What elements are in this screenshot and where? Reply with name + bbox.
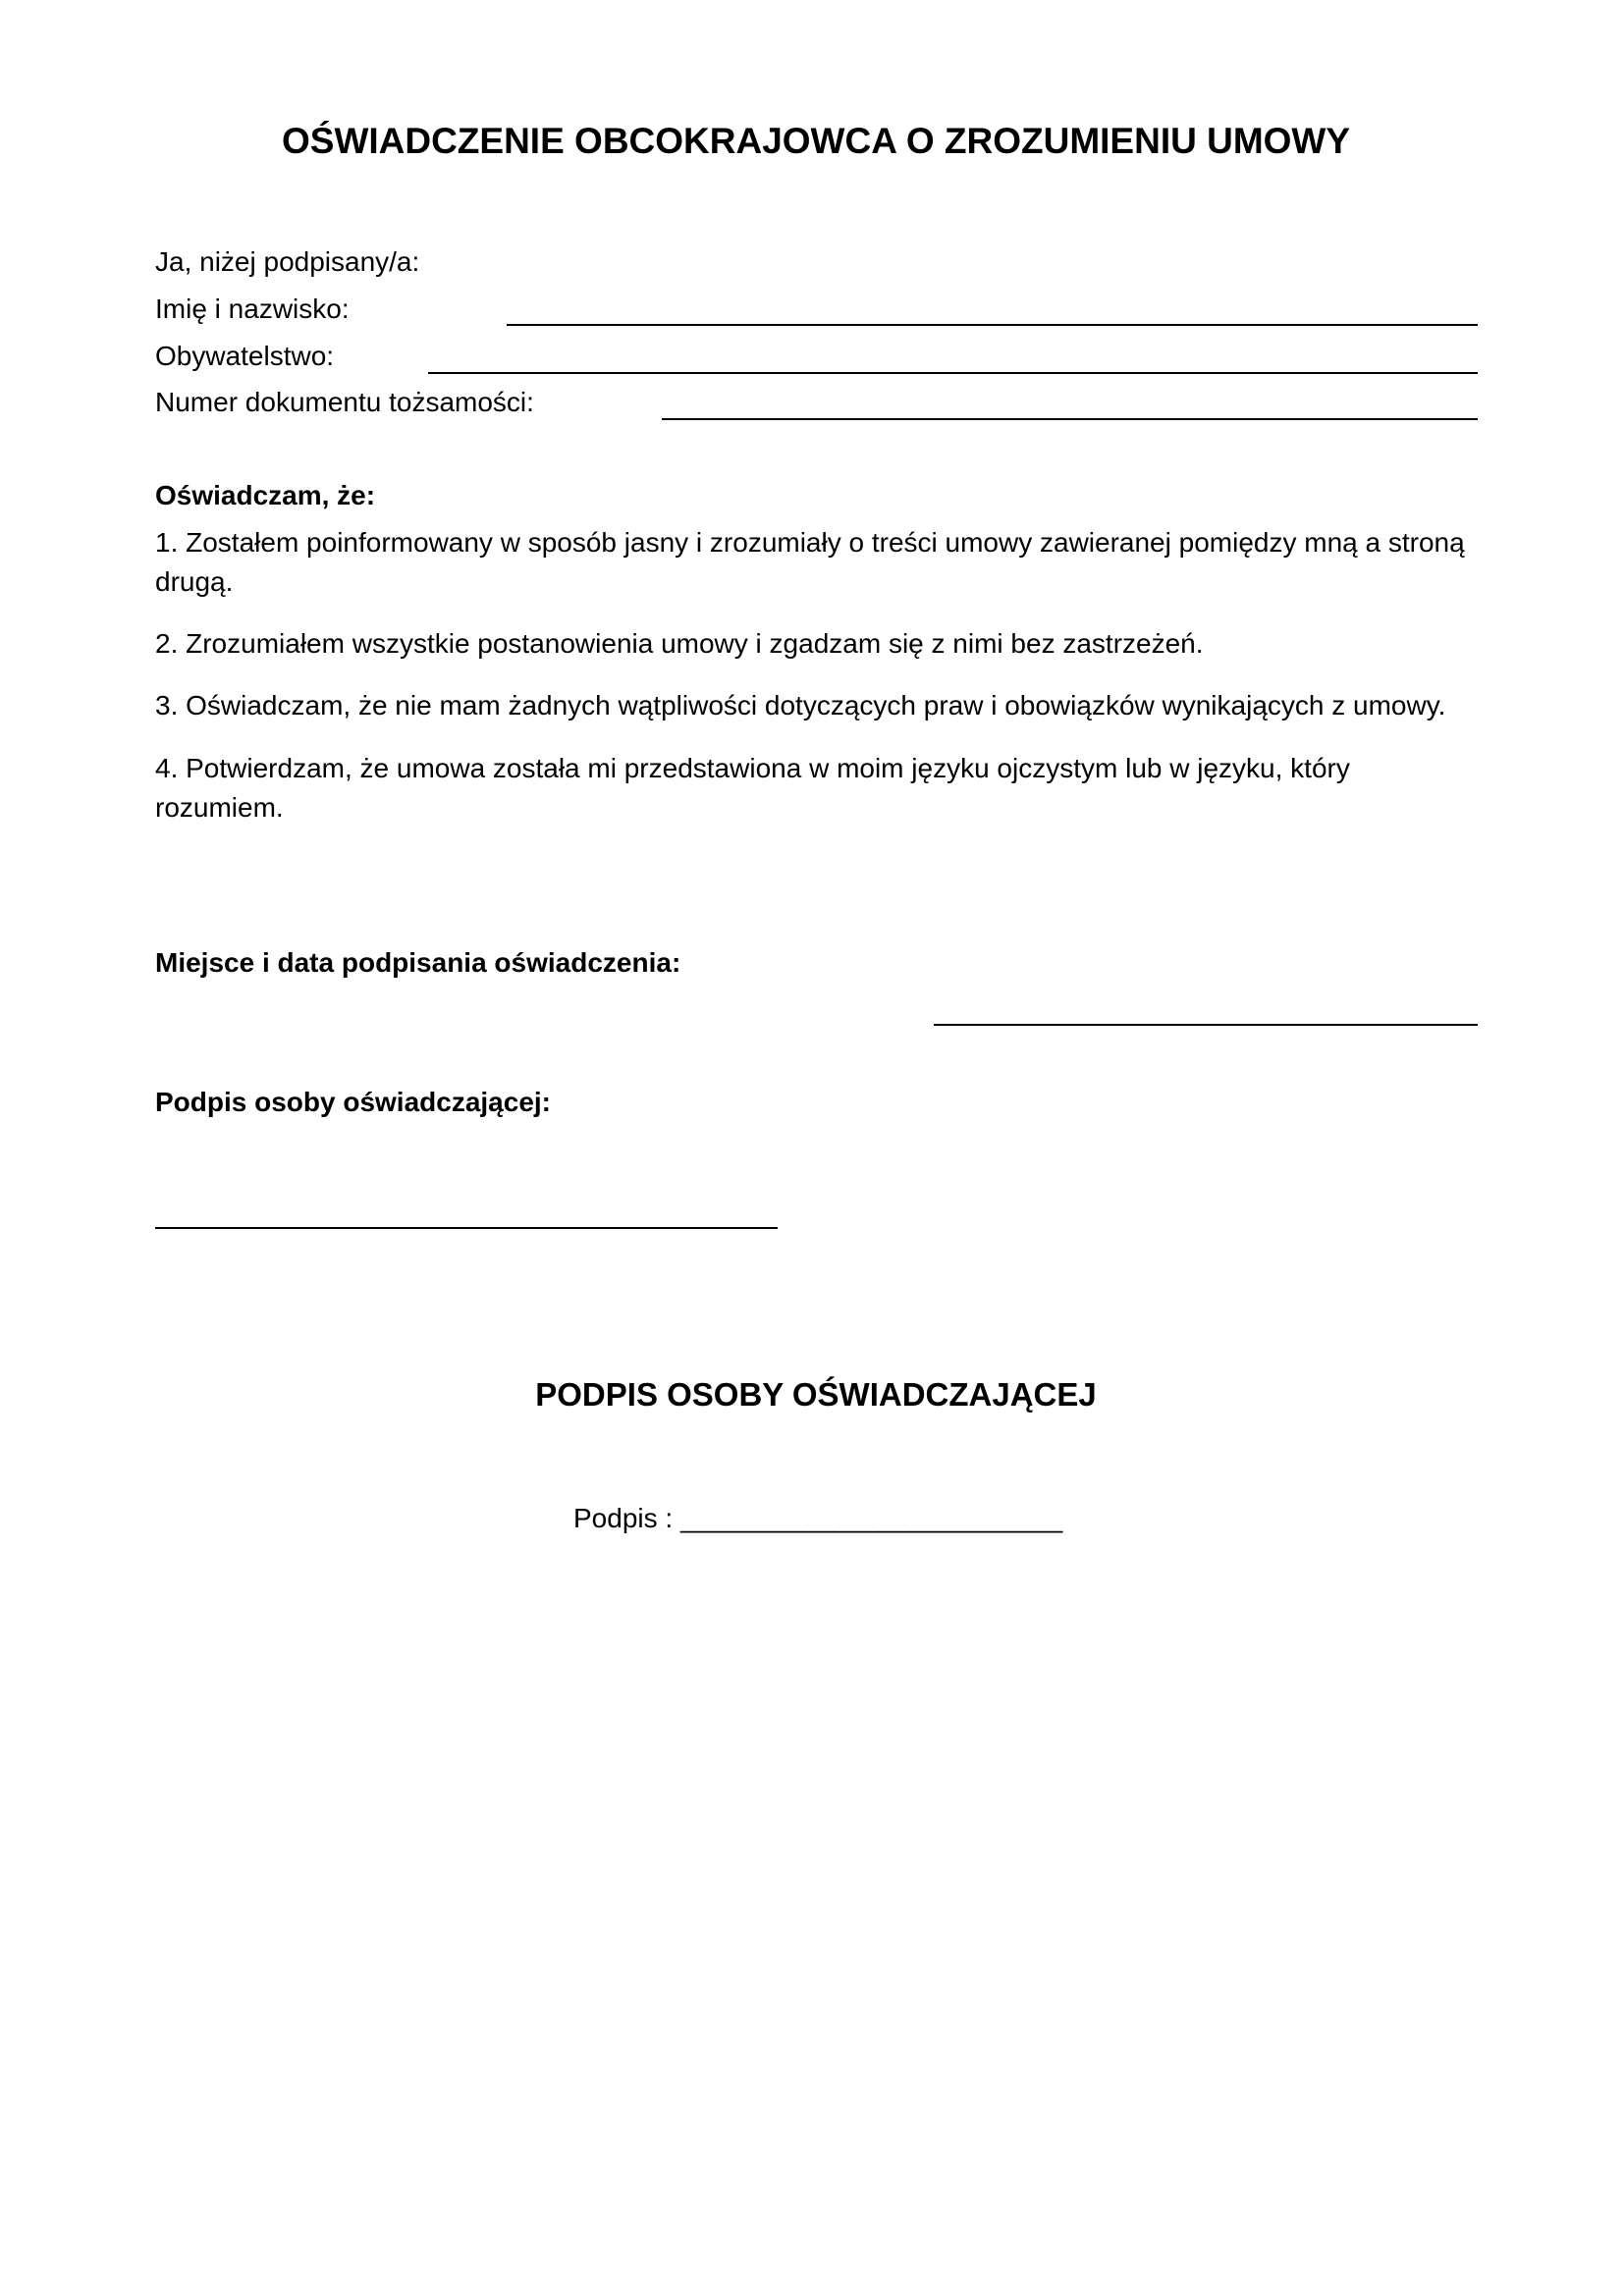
name-label: Imię i nazwisko: [155, 294, 350, 324]
signature-section-title: PODPIS OSOBY OŚWIADCZAJĄCEJ [535, 1376, 1097, 1413]
place-date-field-line[interactable] [934, 1024, 1478, 1026]
statement-2: 2. Zrozumiałem wszystkie postanowienia umowy i zgadzam się z nimi bez zastrzeżeń. [155, 628, 1204, 659]
signature-label: Podpis osoby oświadczającej: [155, 1087, 552, 1117]
citizenship-field-line[interactable] [428, 372, 1478, 374]
name-field-line[interactable] [507, 324, 1478, 326]
declaration-heading: Oświadczam, że: [155, 480, 376, 510]
statement-4: 4. Potwierdzam, że umowa została mi przedstawiona w moim języku ojczystym lub w języku, który rozumiem. [155, 753, 1350, 823]
document-title: OŚWIADCZENIE OBCOKRAJOWCA O ZROZUMIENIU UMOWY [281, 121, 1351, 161]
intro-text: Ja, niżej podpisany/a: [155, 246, 420, 277]
place-date-label: Miejsce i data podpisania oświadczenia: [155, 947, 681, 978]
id-document-field-line[interactable] [662, 418, 1478, 420]
statement-3: 3. Oświadczam, że nie mam żadnych wątpliwości dotyczących praw i obowiązków wynikających z umowy. [155, 690, 1446, 721]
id-document-label: Numer dokumentu tożsamości: [155, 387, 534, 417]
statement-1: 1. Zostałem poinformowany w sposób jasny i zrozumiały o treści umowy zawieranej pomiędzy mną a stroną drugą. [155, 527, 1465, 597]
signature-line[interactable]: Podpis : _________________________ [573, 1503, 1063, 1533]
citizenship-label: Obywatelstwo: [155, 341, 335, 371]
signature-field-line[interactable] [155, 1227, 778, 1229]
